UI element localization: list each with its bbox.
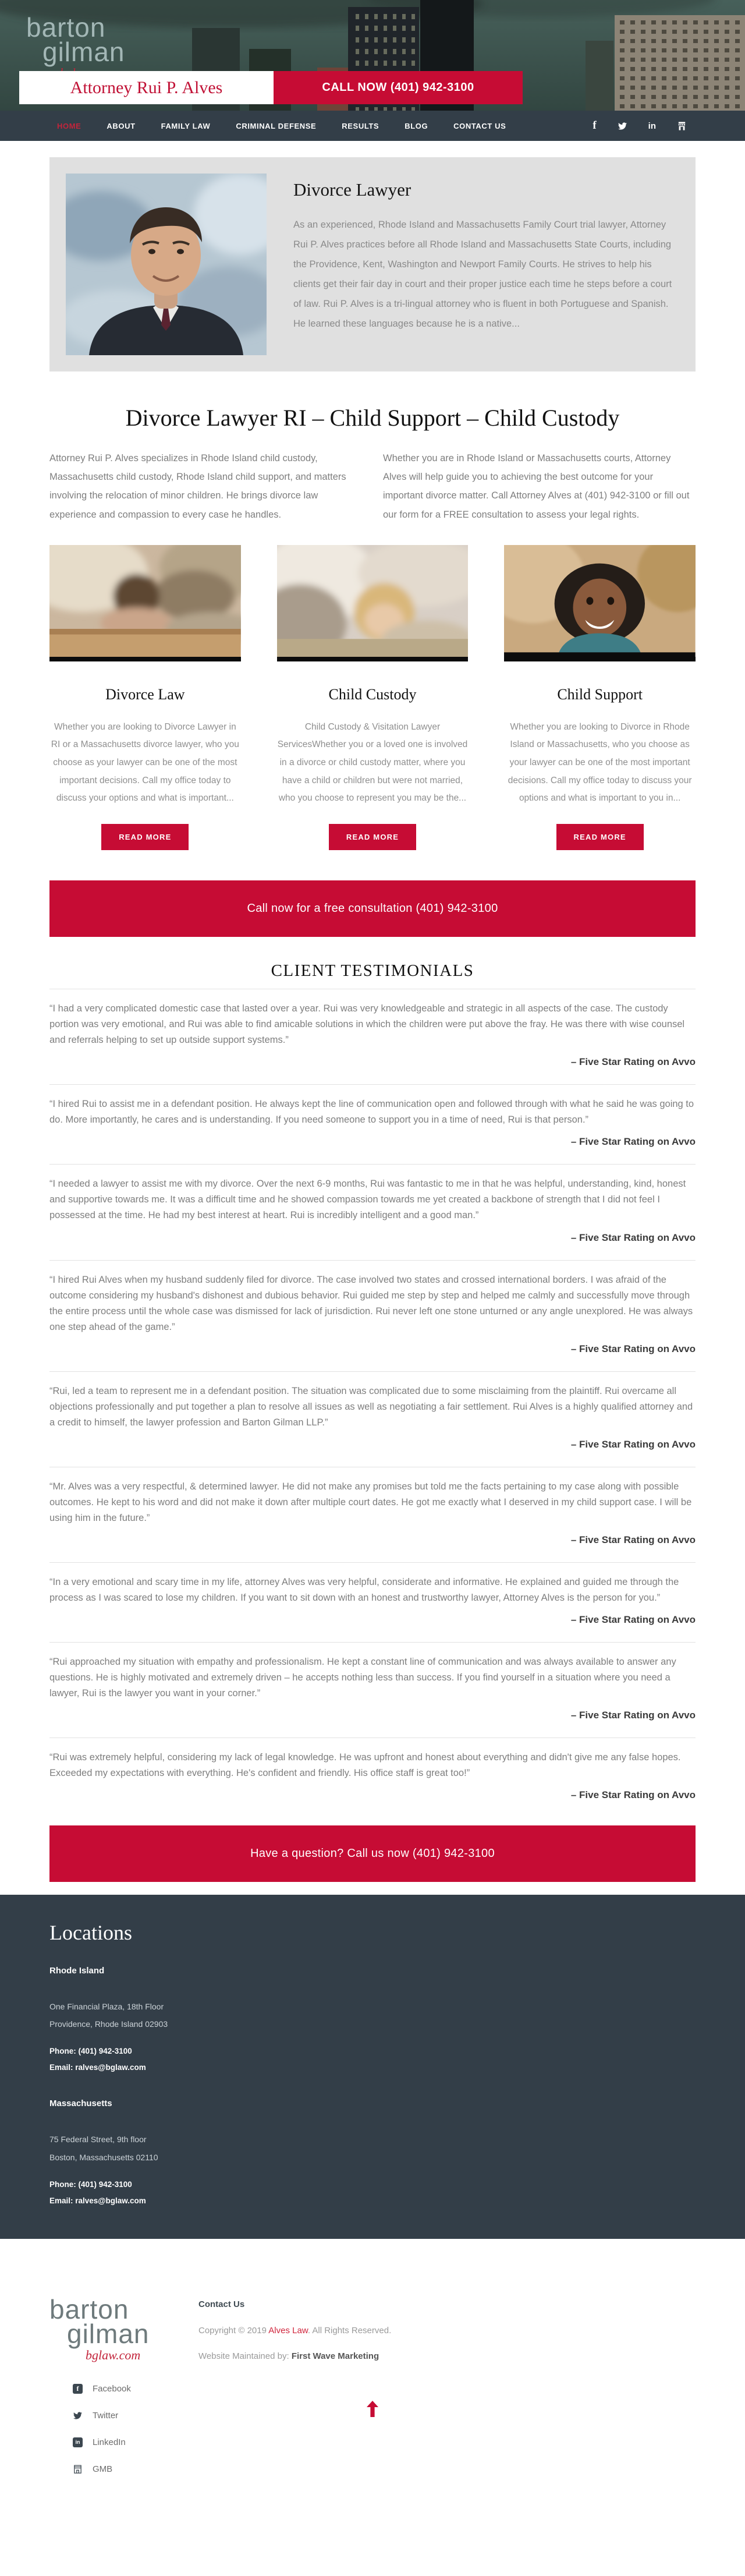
office-phone: Phone: (401) 942-3100: [49, 2047, 132, 2056]
footer-social-list: [73, 2384, 696, 2474]
testimonials-heading: CLIENT TESTIMONIALS: [271, 961, 474, 981]
card-divorce-law: [49, 545, 241, 850]
testimonial-item: [49, 1084, 696, 1164]
office-state: Massachusetts: [49, 2099, 112, 2109]
card-title: Divorce Law: [105, 685, 185, 703]
testimonial-quote: “I hired Rui Alves when my husband suddenly filed for divorce. The case involved two states and crossed international borders. I was afraid of the outcome considering my husband's dishonest and dubious behavior. Rui guided me step by step and helped me calmly and successfully move through the entire process until the whole case was dismissed for lack of jurisdiction. Rui never left one stone unturned or any angle unexplored. He was always one step ahead of the game.”: [49, 1274, 693, 1332]
maintained-line: [198, 2351, 391, 2361]
office-address-line2: Boston, Massachusetts 02110: [49, 2152, 158, 2162]
footer-facebook-link[interactable]: [73, 2384, 696, 2394]
services-heading: Divorce Lawyer RI – Child Support – Child Custody: [125, 405, 620, 431]
read-more-button-child-custody[interactable]: READ MORE: [329, 824, 416, 850]
testimonial-quote: “Rui was extremely helpful, considering my lack of legal knowledge. He was upfront and honest about everything and didn't give me any false hopes. Exceeded my expectations with everything. He's confident and friendly. His office staff is great too!”: [49, 1752, 681, 1779]
intro-box: [49, 157, 696, 371]
copyright-suffix: . All Rights Reserved.: [307, 2325, 392, 2336]
testimonial-item: [49, 989, 696, 1084]
first-wave-marketing-link[interactable]: First Wave Marketing: [291, 2351, 379, 2361]
twitter-icon: [73, 2411, 83, 2420]
testimonial-item: [49, 1562, 696, 1642]
testimonial-attribution: – Five Star Rating on Avvo: [570, 1438, 696, 1450]
facebook-icon[interactable]: f: [593, 119, 597, 132]
testimonial-attribution: – Five Star Rating on Avvo: [570, 1614, 696, 1626]
office-address-line1: 75 Federal Street, 9th floor: [49, 2135, 147, 2145]
hero-header: [0, 0, 745, 111]
nav-item-home[interactable]: HOME: [57, 121, 81, 130]
nav-social-links: [593, 119, 687, 132]
testimonial-quote: “I hired Rui to assist me in a defendant position. He always kept the line of communication open and followed through with what he said he was going to do. More importantly, he cares and is understanding. If you need someone to support you in a time of need, Rui is that person.”: [49, 1099, 694, 1126]
nav-item-results[interactable]: RESULTS: [342, 121, 379, 130]
footer-logo-line2: gilman: [67, 2318, 150, 2349]
testimonial-attribution: – Five Star Rating on Avvo: [570, 1136, 696, 1148]
office-massachusetts: [49, 2099, 696, 2205]
card-body: Child Custody & Visitation Lawyer ServicesWhether you or a loved one is involved in a divorce or child custody matter, where you have a child or children but were not married, who you choose to represent you may be the...: [277, 721, 468, 804]
facebook-icon: f: [73, 2384, 83, 2394]
card-body: Whether you are looking to Divorce in Rhode Island or Massachusetts, who you choose as your lawyer can be one of the most important decisions. Call my office today to discuss your options and what is important to you in...: [508, 721, 692, 804]
footer-top-row: [49, 2294, 696, 2363]
testimonial-attribution: – Five Star Rating on Avvo: [570, 1056, 696, 1068]
intro-title: Divorce Lawyer: [293, 179, 411, 200]
intro-text-block: [293, 174, 679, 355]
testimonial-attribution: – Five Star Rating on Avvo: [570, 1534, 696, 1545]
locations-footer: [0, 1895, 745, 2238]
linkedin-icon[interactable]: in: [648, 121, 656, 131]
office-address-line1: One Financial Plaza, 18th Floor: [49, 2002, 164, 2012]
twitter-icon[interactable]: [618, 122, 627, 130]
services-section: [49, 404, 696, 850]
divorce-law-photo: [49, 545, 241, 661]
copyright-prefix: Copyright © 2019: [198, 2325, 269, 2336]
footer-social-label: Facebook: [93, 2383, 131, 2394]
card-child-custody: [277, 545, 469, 850]
child-custody-photo: [277, 545, 469, 661]
card-title: Child Support: [557, 685, 643, 703]
gmb-icon[interactable]: [677, 121, 687, 131]
office-rhode-island: [49, 1966, 696, 2072]
office-state: Rhode Island: [49, 1966, 105, 1976]
testimonial-attribution: – Five Star Rating on Avvo: [570, 1789, 696, 1801]
child-support-photo: [504, 545, 696, 661]
contact-us-link[interactable]: Contact Us: [198, 2299, 245, 2309]
footer-linkedin-link[interactable]: [73, 2437, 696, 2447]
service-cards: [49, 545, 696, 850]
card-title: Child Custody: [328, 685, 417, 703]
testimonial-item: [49, 1371, 696, 1467]
alves-law-link[interactable]: Alves Law: [268, 2325, 308, 2336]
testimonial-quote: “In a very emotional and scary time in my life, attorney Alves was very helpful, considerate and informative. He explained and guided me through the process as I was scared to lose my children. If you want to sit down with an honest and trustworthy lawyer, Attorney Alves is the person for you.”: [49, 1576, 679, 1604]
testimonial-quote: “Mr. Alves was a very respectful, & determined lawyer. He did not make any promises but told me the facts pertaining to my case along with possible outcomes. He kept to his word and did not make it down after multiple court dates. He got me exactly what I deserved in my child support case. I will be using him in the future.”: [49, 1481, 692, 1523]
intro-paragraph: As an experienced, Rhode Island and Massachusetts Family Court trial lawyer, Attorney Rui P. Alves practices before all Rhode Island and Massachusetts State Courts, including the Providence, Kent, Washington and Newport Family Courts. He strives to help his clients get their fair day in court and their proper justice each time he steps before a court of law. Rui P. Alves is a tri-lingual attorney who is fluent in both Portuguese and Spanish. He learned these languages because he is a native...: [293, 220, 672, 329]
testimonial-item: [49, 1260, 696, 1371]
testimonial-item: [49, 1164, 696, 1259]
back-to-top-arrow[interactable]: [366, 2401, 379, 2420]
office-address-line2: Providence, Rhode Island 02903: [49, 2019, 168, 2029]
attorney-name-banner: Attorney Rui P. Alves: [19, 71, 274, 104]
testimonial-item: [49, 1467, 696, 1562]
footer-social-label: LinkedIn: [93, 2437, 126, 2447]
read-more-button-divorce-law[interactable]: READ MORE: [101, 824, 189, 850]
main-navigation: [0, 111, 745, 141]
locations-heading: Locations: [49, 1921, 132, 1945]
card-child-support: [504, 545, 696, 850]
intro-section: [49, 157, 696, 371]
footer-social-label: GMB: [93, 2464, 113, 2474]
office-email[interactable]: Email: ralves@bglaw.com: [49, 2063, 146, 2072]
nav-item-contact-us[interactable]: CONTACT US: [453, 121, 506, 130]
testimonials-section: [49, 961, 696, 1817]
nav-item-blog[interactable]: BLOG: [405, 121, 428, 130]
gmb-icon: [73, 2464, 83, 2474]
footer-info-block: [198, 2297, 391, 2362]
copyright-line: [198, 2326, 391, 2336]
nav-item-about[interactable]: ABOUT: [107, 121, 136, 130]
hero-banner-row: [19, 71, 523, 104]
office-email[interactable]: Email: ralves@bglaw.com: [49, 2196, 146, 2205]
card-body: Whether you are looking to Divorce Lawyer in RI or a Massachusetts divorce lawyer, who you choose as your lawyer can be one of the most important decisions. Call my office today to discuss your options and what is important...: [51, 721, 239, 804]
footer-gmb-link[interactable]: [73, 2464, 696, 2474]
linkedin-icon: in: [73, 2437, 83, 2447]
testimonial-attribution: – Five Star Rating on Avvo: [570, 1343, 696, 1354]
logo-line2: gilman: [42, 37, 125, 68]
call-now-button[interactable]: CALL NOW (401) 942-3100: [274, 71, 523, 104]
site-footer: [0, 2239, 745, 2514]
footer-logo-line1: barton: [49, 2294, 129, 2324]
testimonial-quote: “Rui, led a team to represent me in a defendant position. The situation was complicated due to some misclaiming from the plaintiff. Rui overcame all objections professionally and put together a plan to resolve all issues as well as negotiating a fair settlement. Rui Alves is a highly qualified attorney and a credit to himself, the lawyer profession and Barton Gilman LLP.”: [49, 1385, 693, 1428]
testimonial-quote: “Rui approached my situation with empathy and professionalism. He kept a constant line of communication and was always available to answer any questions. He is highly motivated and extremely driven – he accepts nothing less than success. If you find yourself in a situation where you need a lawyer, Rui is the lawyer you want in your corner.”: [49, 1657, 676, 1699]
footer-logo[interactable]: [49, 2294, 182, 2363]
read-more-button-child-support[interactable]: READ MORE: [556, 824, 644, 850]
footer-twitter-link[interactable]: [73, 2411, 696, 2421]
logo-line1: barton: [26, 12, 106, 43]
free-consultation-banner[interactable]: Call now for a free consultation (401) 942-3100: [49, 880, 696, 937]
site-logo[interactable]: [26, 12, 125, 79]
testimonial-item: [49, 1738, 696, 1817]
services-column-left: Attorney Rui P. Alves specializes in Rhode Island child custody, Massachusetts child custody, Rhode Island child support, and matters involving the relocation of minor children. He brings divorce law experience and compassion to every case he handles.: [49, 453, 346, 520]
nav-item-criminal-defense[interactable]: CRIMINAL DEFENSE: [236, 121, 317, 130]
services-column-right: Whether you are in Rhode Island or Massachusetts courts, Attorney Alves will help guide you to achieving the best outcome for your important divorce matter. Call Attorney Alves at (401) 942-3100 or fill out our form for a FREE consultation to assess your legal rights.: [383, 453, 690, 520]
services-columns: [49, 449, 696, 524]
testimonial-quote: “I needed a lawyer to assist me with my divorce. Over the next 6-9 months, Rui was fantastic to me in that he was helpful, understanding, kind, honest and supportive towards me. It was a difficult time and he showed compassion towards me yet created a backbone of strength that I did not feel I possessed at the time. He had my best interest at heart. Rui is incredibly intelligent and a good man.”: [49, 1179, 686, 1221]
footer-social-label: Twitter: [93, 2410, 119, 2421]
testimonial-attribution: – Five Star Rating on Avvo: [570, 1232, 696, 1243]
have-a-question-banner[interactable]: Have a question? Call us now (401) 942-3100: [49, 1825, 696, 1882]
attorney-photo: [66, 174, 267, 355]
testimonial-quote: “I had a very complicated domestic case that lasted over a year. Rui was very knowledgeable and strategic in all aspects of the case. The custody portion was very emotional, and Rui was able to find amicable solutions in which the children were put above the fray. He was there with wise counsel and referrals helping to set up outside support systems.”: [49, 1003, 685, 1046]
maintained-prefix: Website Maintained by:: [198, 2351, 292, 2361]
testimonial-attribution: – Five Star Rating on Avvo: [570, 1710, 696, 1721]
nav-item-family-law[interactable]: FAMILY LAW: [161, 121, 211, 130]
footer-logo-domain: bglaw.com: [86, 2348, 141, 2363]
testimonial-item: [49, 1642, 696, 1738]
office-phone: Phone: (401) 942-3100: [49, 2179, 132, 2189]
